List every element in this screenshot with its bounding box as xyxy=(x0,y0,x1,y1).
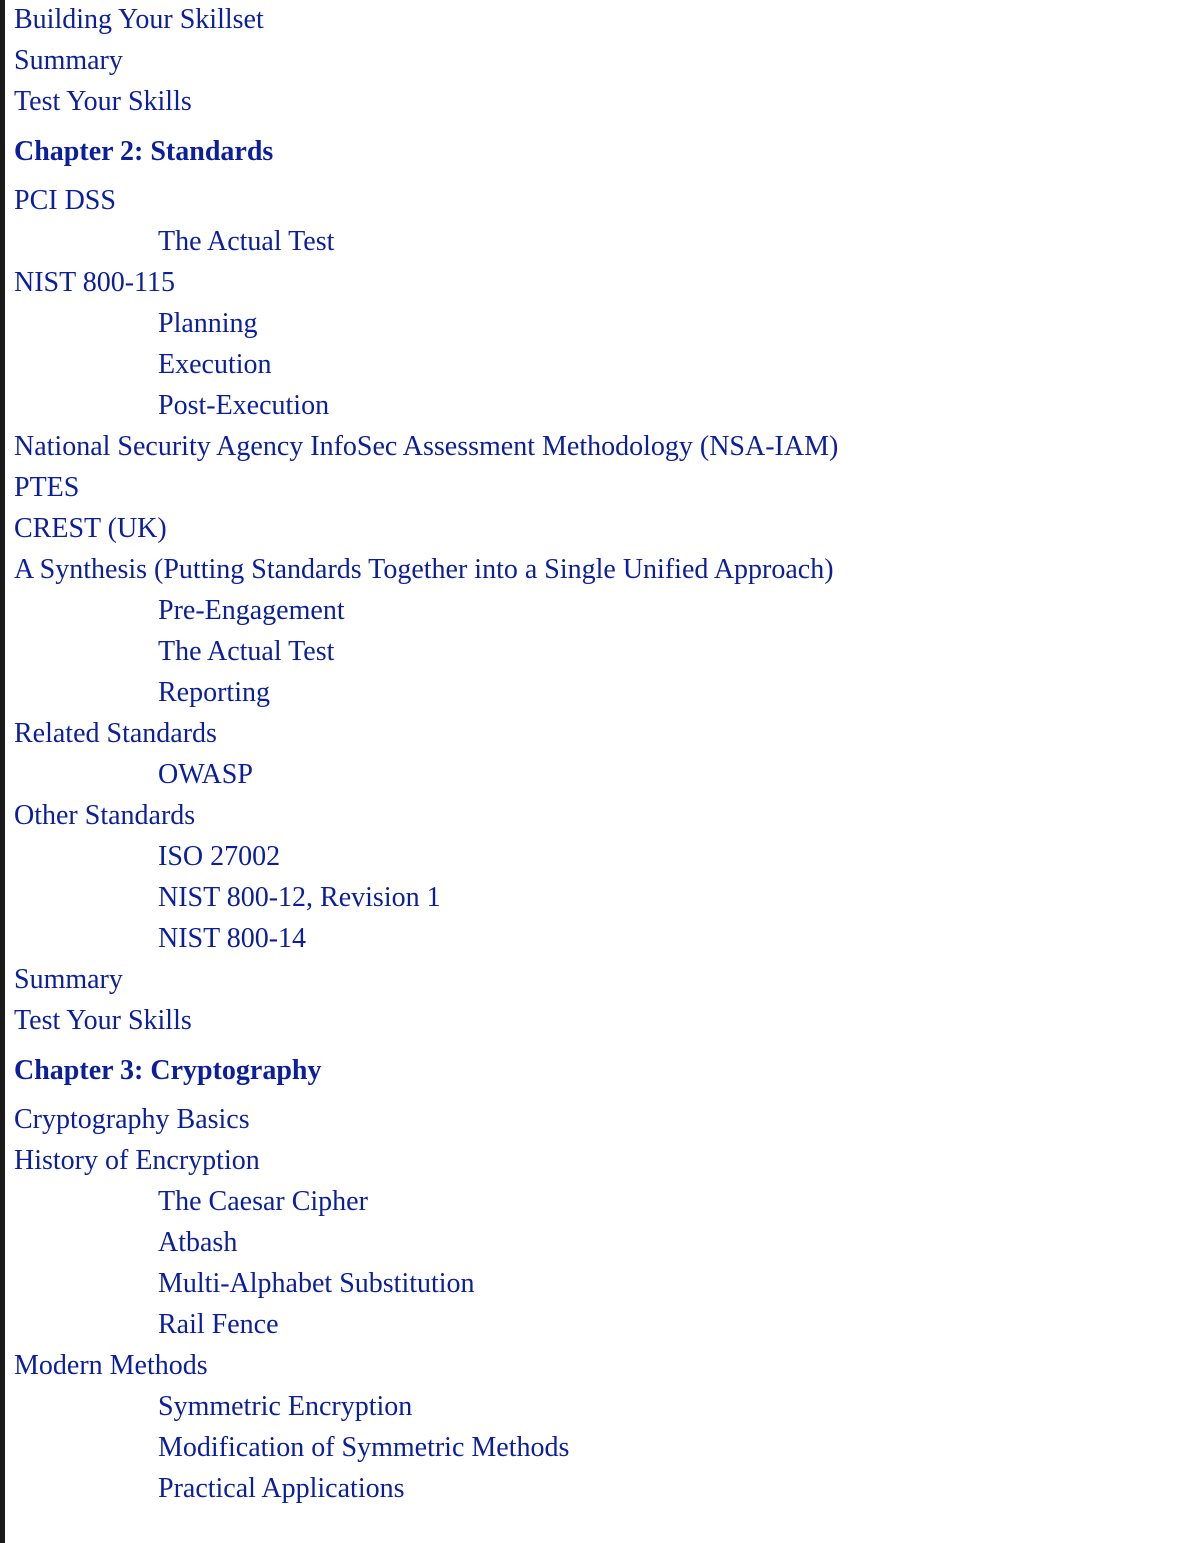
toc-link-cryptography-basics[interactable]: Cryptography Basics xyxy=(14,1104,250,1135)
toc-link-summary[interactable]: Summary xyxy=(14,45,123,76)
page-left-border xyxy=(0,0,5,1543)
toc-link-nist-800-115[interactable]: NIST 800-115 xyxy=(14,267,175,298)
toc-link-nsa-iam[interactable]: National Security Agency InfoSec Assessment Methodology (NSA-IAM) xyxy=(14,431,839,462)
toc-link-practical-applications[interactable]: Practical Applications xyxy=(158,1473,405,1504)
toc-link-a-synthesis[interactable]: A Synthesis (Putting Standards Together into a Single Unified Approach) xyxy=(14,554,834,585)
toc-link-related-standards[interactable]: Related Standards xyxy=(14,718,217,749)
toc-link-reporting[interactable]: Reporting xyxy=(158,677,270,708)
toc-link-test-your-skills-2[interactable]: Test Your Skills xyxy=(14,1005,192,1036)
toc-link-history-of-encryption[interactable]: History of Encryption xyxy=(14,1145,260,1176)
toc-link-other-standards[interactable]: Other Standards xyxy=(14,800,196,831)
toc-chapter-2-standards[interactable]: Chapter 2: Standards xyxy=(14,136,274,167)
toc-link-ptes[interactable]: PTES xyxy=(14,472,80,503)
toc-link-modification-of-symmetric-methods[interactable]: Modification of Symmetric Methods xyxy=(158,1432,570,1463)
toc-link-execution[interactable]: Execution xyxy=(158,349,272,380)
toc-link-planning[interactable]: Planning xyxy=(158,308,258,339)
table-of-contents xyxy=(14,0,1184,1504)
toc-link-pre-engagement[interactable]: Pre-Engagement xyxy=(158,595,345,626)
toc-chapter-3-cryptography[interactable]: Chapter 3: Cryptography xyxy=(14,1055,322,1086)
toc-link-crest-uk[interactable]: CREST (UK) xyxy=(14,513,167,544)
toc-link-symmetric-encryption[interactable]: Symmetric Encryption xyxy=(158,1391,413,1422)
toc-link-the-actual-test[interactable]: The Actual Test xyxy=(158,226,335,257)
toc-link-test-your-skills[interactable]: Test Your Skills xyxy=(14,86,192,117)
toc-link-the-actual-test-2[interactable]: The Actual Test xyxy=(158,636,335,667)
toc-link-iso-27002[interactable]: ISO 27002 xyxy=(158,841,281,872)
toc-link-post-execution[interactable]: Post-Execution xyxy=(158,390,330,421)
toc-link-owasp[interactable]: OWASP xyxy=(158,759,253,790)
toc-link-modern-methods[interactable]: Modern Methods xyxy=(14,1350,208,1381)
toc-link-summary-2[interactable]: Summary xyxy=(14,964,123,995)
toc-link-the-caesar-cipher[interactable]: The Caesar Cipher xyxy=(158,1186,368,1217)
toc-link-pci-dss[interactable]: PCI DSS xyxy=(14,185,116,216)
toc-link-atbash[interactable]: Atbash xyxy=(158,1227,238,1258)
toc-link-rail-fence[interactable]: Rail Fence xyxy=(158,1309,279,1340)
toc-link-nist-800-14[interactable]: NIST 800-14 xyxy=(158,923,307,954)
toc-link-multi-alphabet-substitution[interactable]: Multi-Alphabet Substitution xyxy=(158,1268,475,1299)
toc-link-nist-800-12[interactable]: NIST 800-12, Revision 1 xyxy=(158,882,441,913)
toc-link-building-your-skillset[interactable]: Building Your Skillset xyxy=(14,4,264,35)
